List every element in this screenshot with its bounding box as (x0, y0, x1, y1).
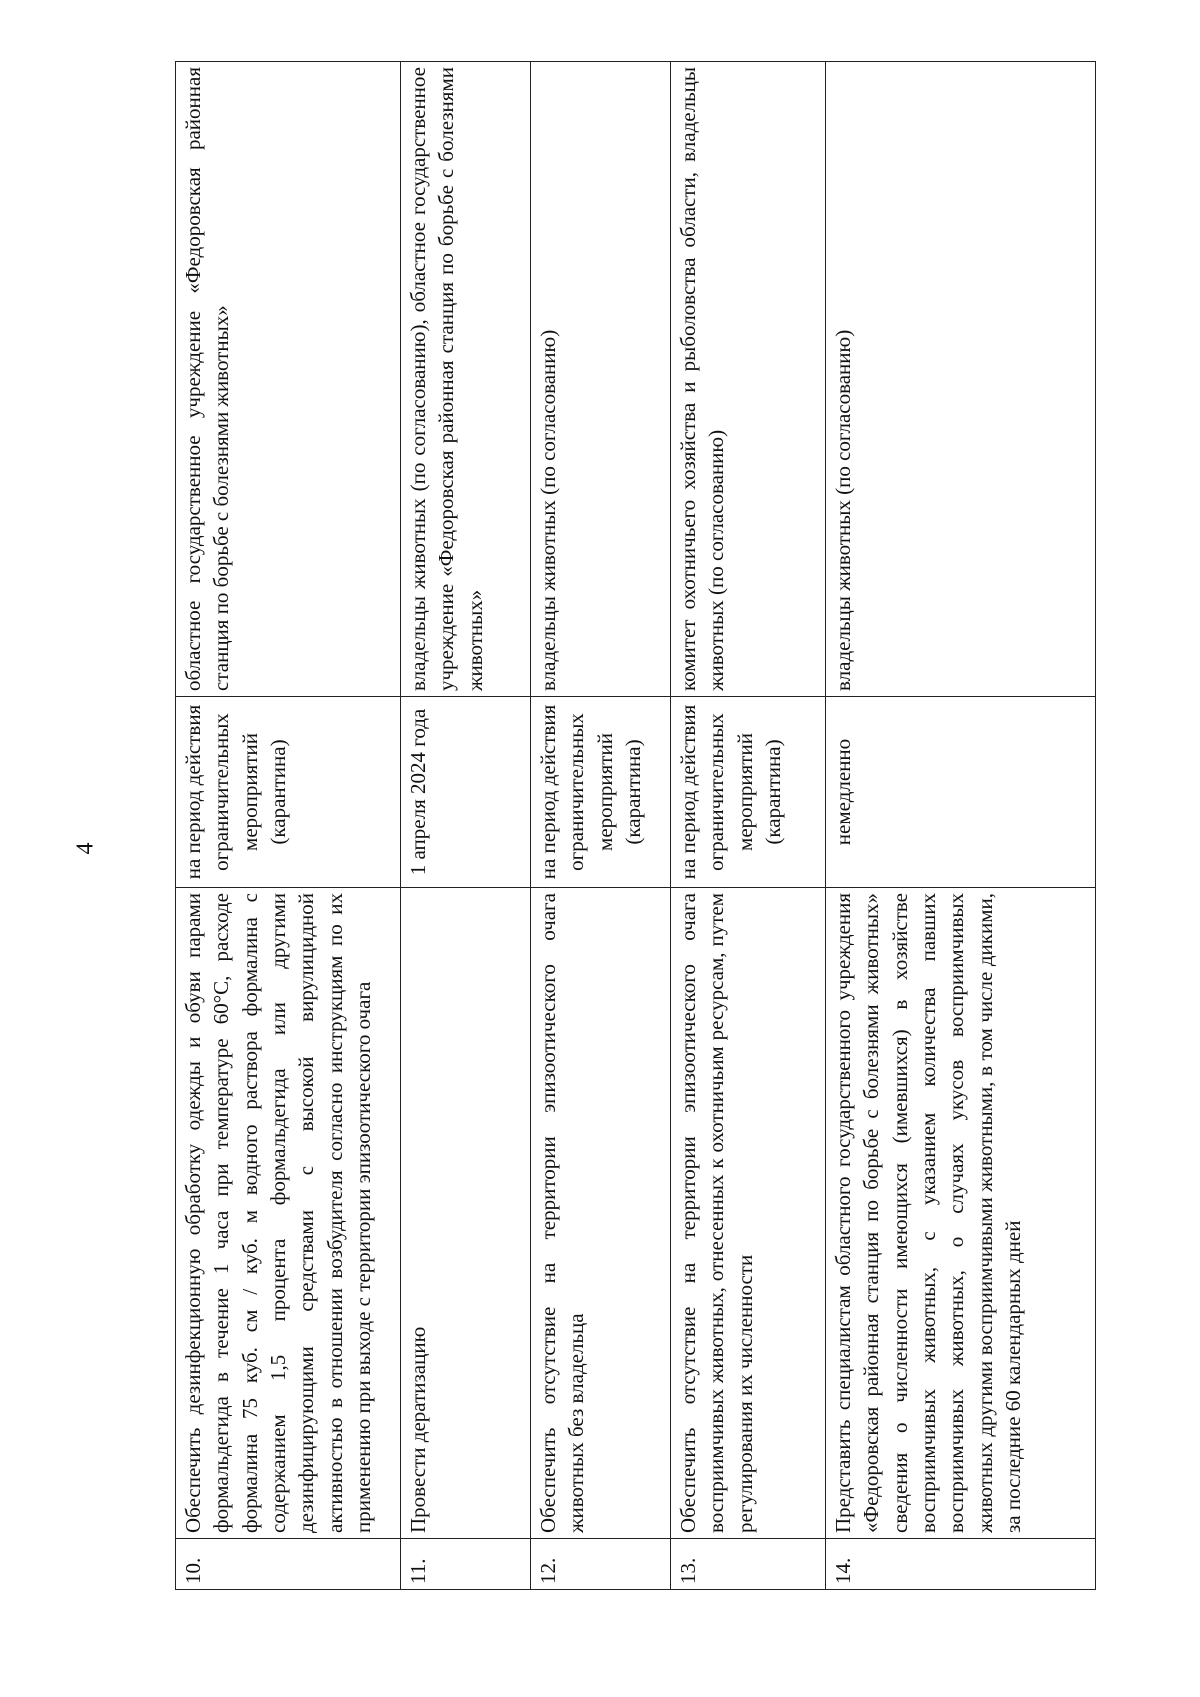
row-term: 1 апреля 2024 года (401, 697, 531, 888)
row-term: на период действия ограничительных мероприятий (карантина) (671, 697, 826, 888)
table-container (175, 67, 1095, 1590)
row-responsible: владельцы животных (по согласованию), областное государственное учреждение «Федоровская районная станция по борьбе с болезнями животных» (401, 62, 531, 697)
page-number: 4 (72, 842, 99, 855)
row-term: немедленно (826, 697, 1096, 888)
row-action: Провести дератизацию (401, 888, 531, 1539)
row-responsible: владельцы животных (по согласованию) (531, 62, 671, 697)
row-responsible: комитет охотничьего хозяйства и рыболовства области, владельцы животных (по согласованию) (671, 62, 826, 697)
table-row (826, 62, 1096, 1590)
row-term: на период действия ограничительных мероприятий (карантина) (176, 697, 401, 888)
row-number: 12. (531, 1539, 671, 1590)
table-row (401, 62, 531, 1590)
row-number: 14. (826, 1539, 1096, 1590)
row-number: 11. (401, 1539, 531, 1590)
row-responsible: владельцы животных (по согласованию) (826, 62, 1096, 697)
table-row (671, 62, 826, 1590)
row-responsible: областное государственное учреждение «Федоровская районная станция по борьбе с болезнями животных» (176, 62, 401, 697)
table-row (176, 62, 401, 1590)
rotated-table-frame (175, 67, 1095, 1590)
row-number: 10. (176, 1539, 401, 1590)
row-term: на период действия ограничительных мероприятий (карантина) (531, 697, 671, 888)
row-action: Обеспечить отсутствие на территории эпизоотического очага восприимчивых животных, отнесенных к охотничьим ресурсам, путем регулирования их численности (671, 888, 826, 1539)
row-action: Представить специалистам областного государственного учреждения «Федоровская районная станция по борьбе с болезнями животных» сведения о численности имеющихся (имевшихся) в хозяйстве восприимчивых животных, с указанием количества павших восприимчивых животных, о случаях укусов восприимчивых животных другими восприимчивыми животными, в том числе дикими, за последние 60 календарных дней (826, 888, 1096, 1539)
row-action: Обеспечить отсутствие на территории эпизоотического очага животных без владельца (531, 888, 671, 1539)
measures-table (175, 61, 1096, 1590)
row-action: Обеспечить дезинфекционную обработку одежды и обуви парами формальдегида в течение 1 часа при температуре 60°С, расходе формалина 75 куб. см / куб. м водного раствора формалина с содержанием 1,5 процента формальдегида или другими дезинфицирующими средствами с высокой вирулицидной активностью в отношении возбудителя согласно инструкциям по их применению при выходе с территории эпизоотического очага (176, 888, 401, 1539)
row-number: 13. (671, 1539, 826, 1590)
table-row (531, 62, 671, 1590)
